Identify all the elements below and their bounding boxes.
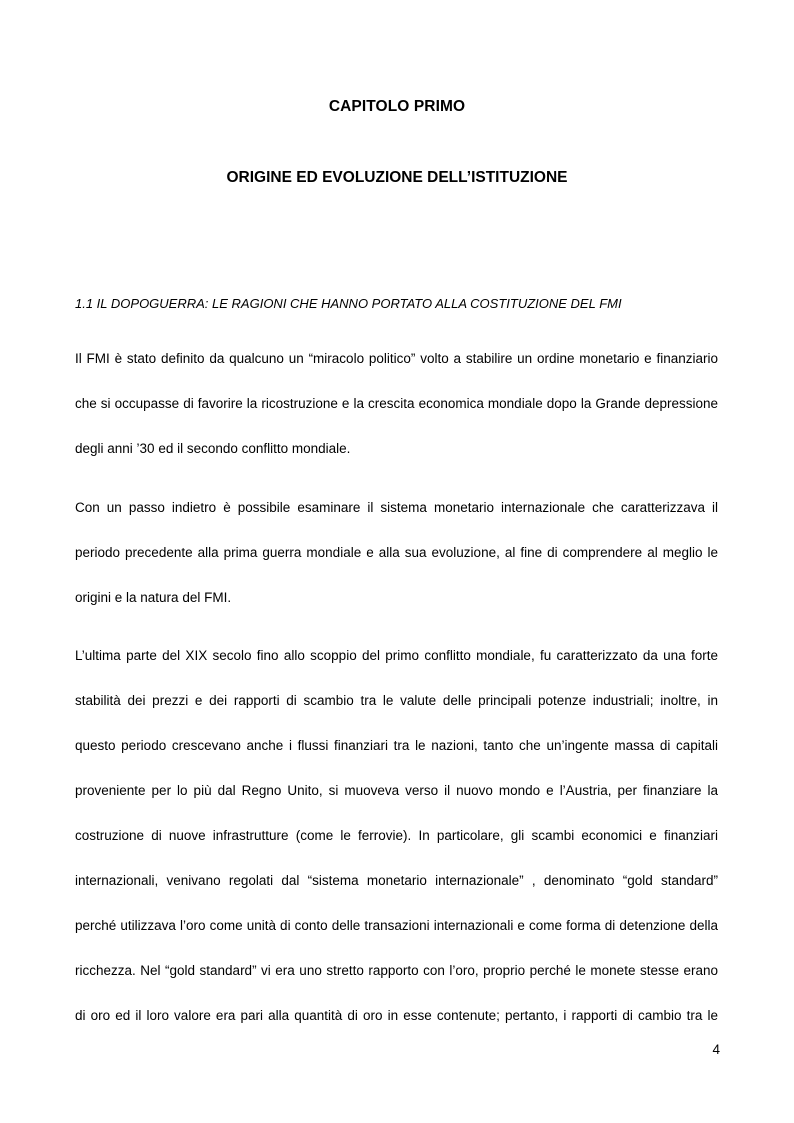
paragraph-line: periodo precedente alla prima guerra mondiale e alla sua evoluzione, al fine di comprendere al meglio le	[75, 545, 718, 560]
paragraph-1	[75, 349, 718, 484]
paragraph-line: L’ultima parte del XIX secolo fino allo scoppio del primo conflitto mondiale, fu caratterizzato da una forte	[75, 648, 718, 663]
paragraph-line: stabilità dei prezzi e dei rapporti di scambio tra le valute delle principali potenze industriali; inoltre, in	[75, 693, 718, 708]
paragraph-line: perché utilizzava l’oro come unità di conto delle transazioni internazionali e come forma di detenzione della	[75, 918, 718, 933]
chapter-label: CAPITOLO PRIMO	[328, 98, 466, 115]
paragraph-line: che si occupasse di favorire la ricostruzione e la crescita economica mondiale dopo la Grande depressione	[75, 396, 718, 411]
paragraph-line: questo periodo crescevano anche i flussi finanziari tra le nazioni, tanto che un’ingente massa di capitali	[75, 738, 718, 753]
section-heading: 1.1 IL DOPOGUERRA: LE RAGIONI CHE HANNO PORTATO ALLA COSTITUZIONE DEL FMI	[75, 296, 622, 311]
paragraph-3	[75, 646, 718, 1051]
page-number: 4	[712, 1042, 720, 1057]
paragraph-line: Con un passo indietro è possibile esaminare il sistema monetario internazionale che caratterizzava il	[75, 500, 718, 515]
paragraph-line: costruzione di nuove infrastrutture (come le ferrovie). In particolare, gli scambi economici e finanziari	[75, 828, 718, 843]
chapter-title: ORIGINE ED EVOLUZIONE DELL’ISTITUZIONE	[226, 169, 568, 186]
paragraph-line: ricchezza. Nel “gold standard” vi era uno stretto rapporto con l’oro, proprio perché le monete stesse erano	[75, 963, 718, 978]
paragraph-line: proveniente per lo più dal Regno Unito, si muoveva verso il nuovo mondo e l’Austria, per finanziare la	[75, 783, 718, 798]
paragraph-line: Il FMI è stato definito da qualcuno un “miracolo politico” volto a stabilire un ordine monetario e finanziario	[75, 351, 718, 366]
paragraph-line: degli anni ’30 ed il secondo conflitto mondiale.	[75, 441, 351, 456]
paragraph-line: origini e la natura del FMI.	[75, 590, 232, 605]
paragraph-line: di oro ed il loro valore era pari alla quantità di oro in esse contenute; pertanto, i rapporti di cambio tra le	[75, 1008, 718, 1023]
paragraph-line: internazionali, venivano regolati dal “sistema monetario internazionale” , denominato “gold standard”	[75, 873, 718, 888]
paragraph-2	[75, 498, 718, 633]
